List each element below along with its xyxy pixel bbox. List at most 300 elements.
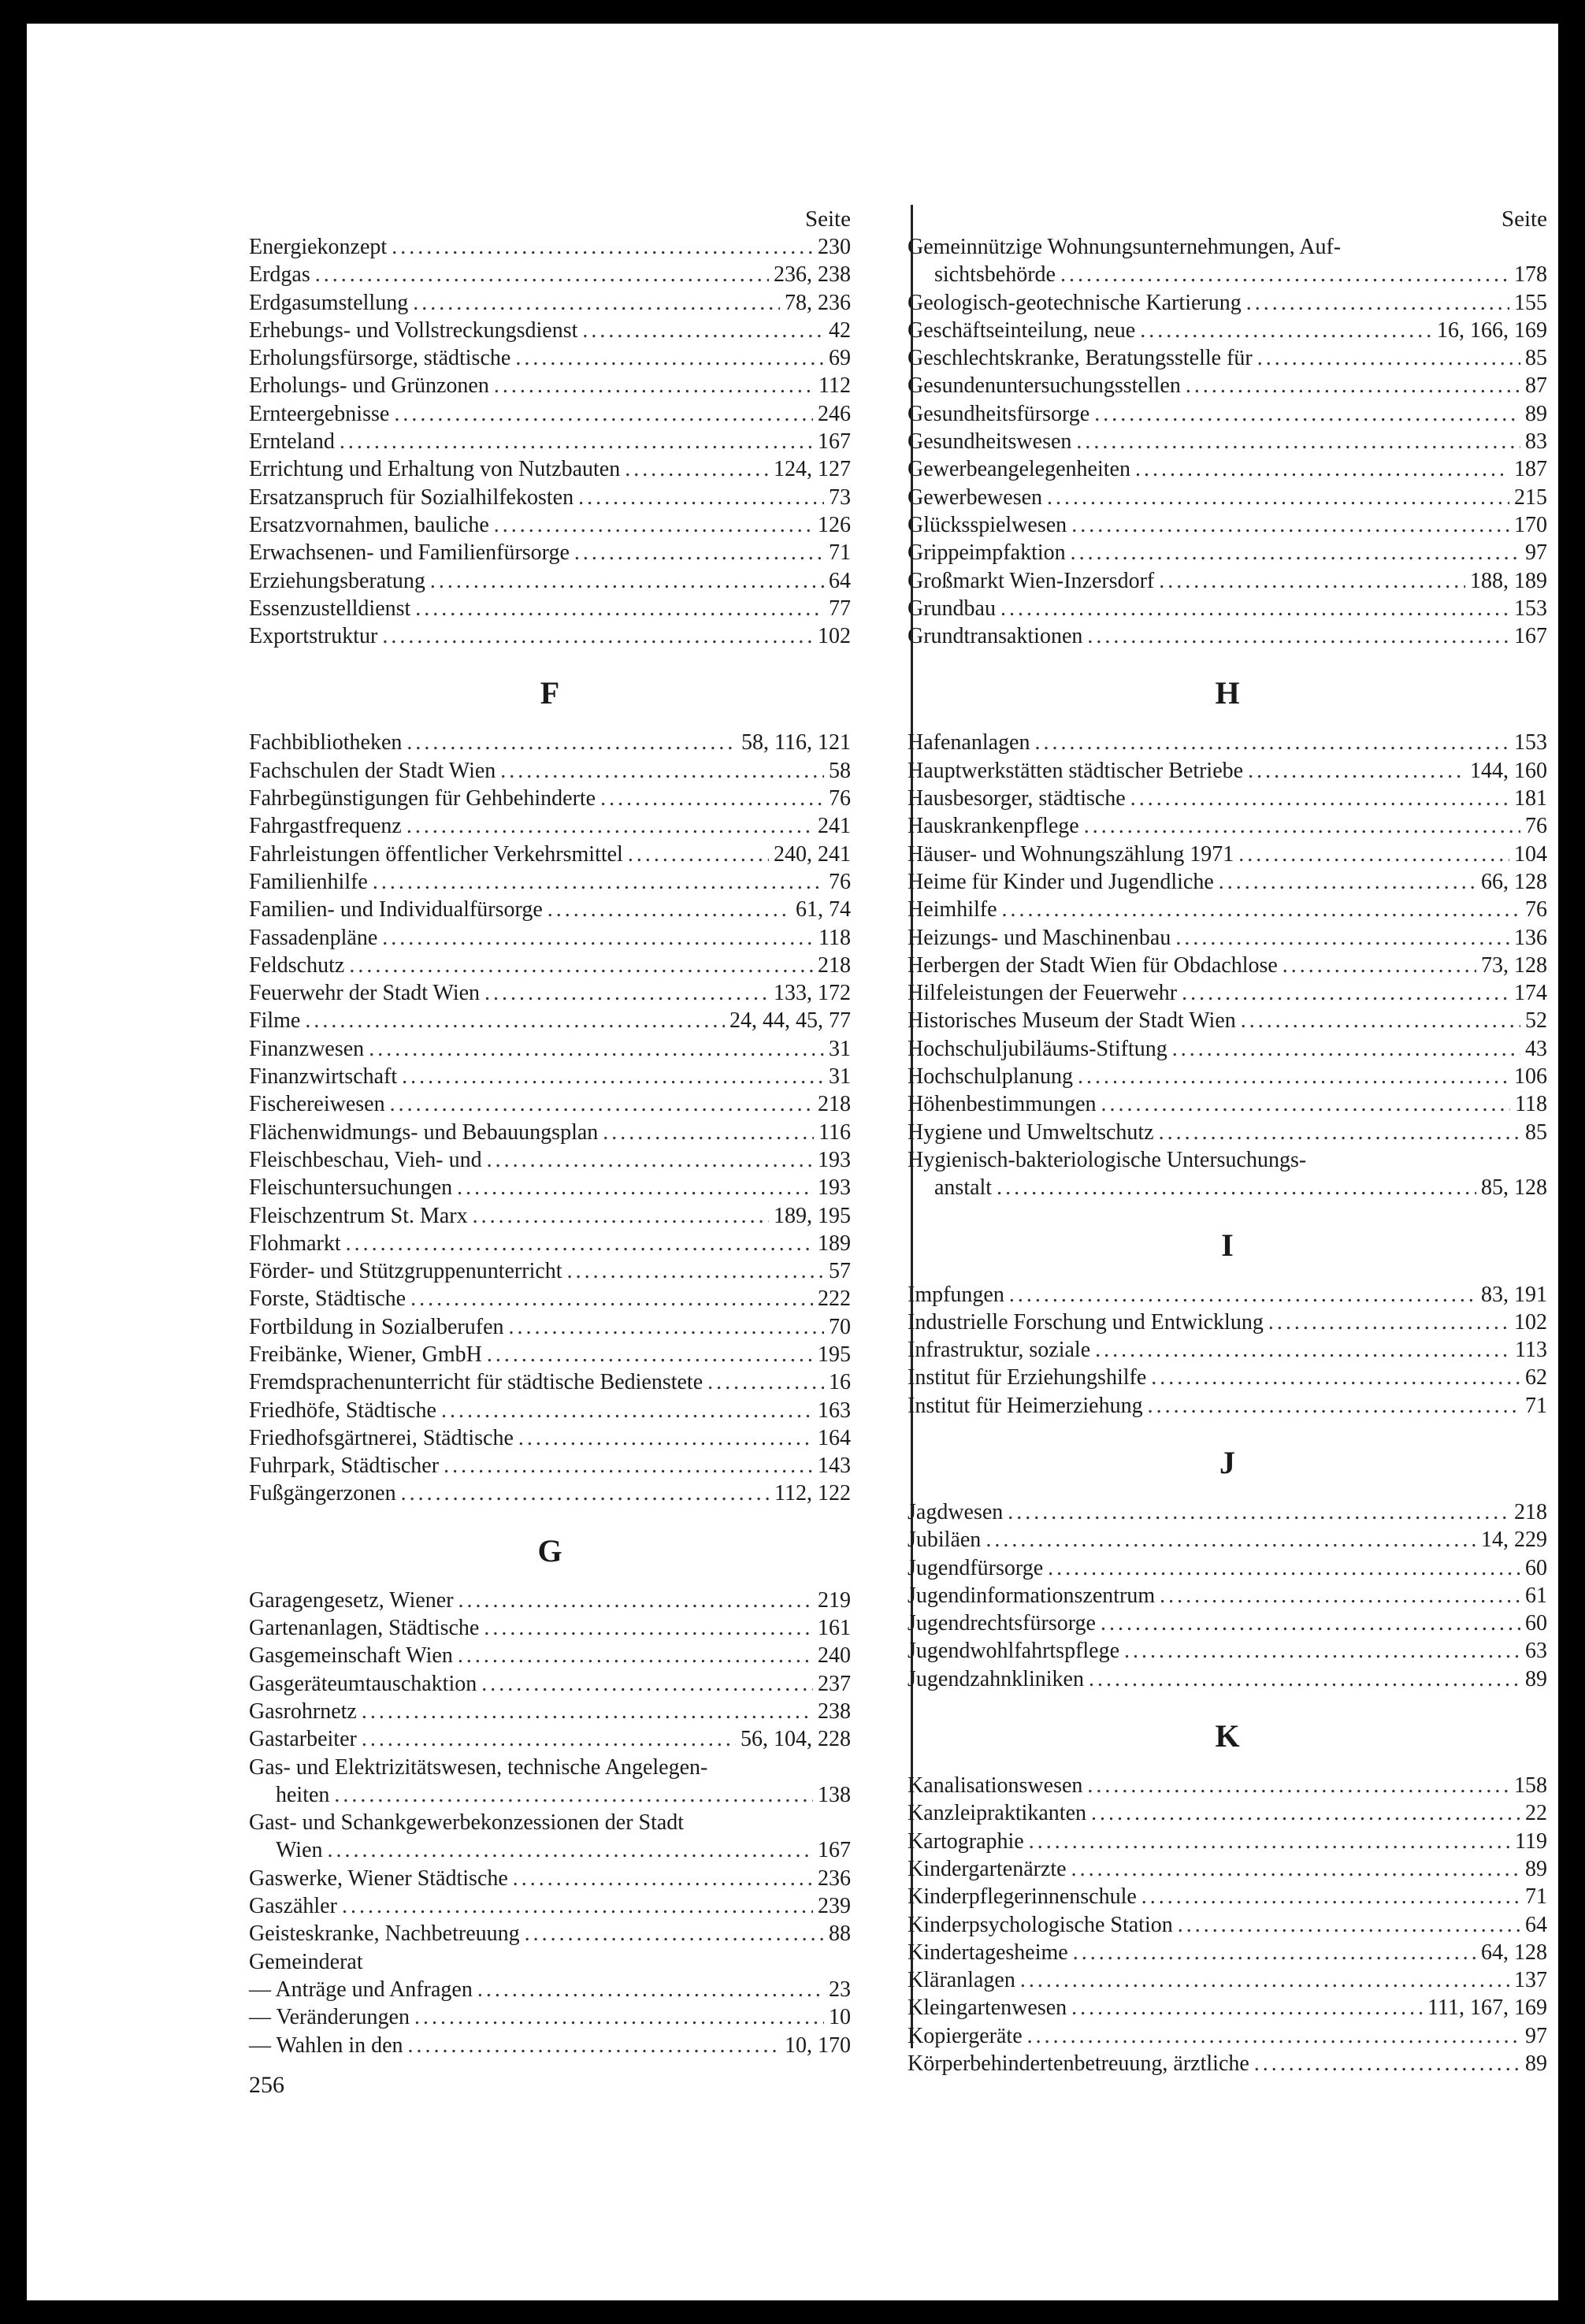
entry-pages: 89 (1525, 2051, 1547, 2077)
entry-pages: 153 (1514, 596, 1547, 621)
leader-dots (346, 1230, 813, 1257)
leader-dots (1159, 1119, 1520, 1146)
index-entry (249, 595, 851, 622)
leader-dots (1087, 622, 1509, 650)
entry-pages: 31 (829, 1036, 851, 1061)
entry-term: Freibänke, Wiener, GmbH (249, 1342, 482, 1367)
entry-term: Exportstruktur (249, 624, 378, 649)
index-entry (249, 1174, 851, 1201)
index-entry (249, 289, 851, 317)
entry-term: Jubiläen (908, 1528, 982, 1553)
index-entry (908, 484, 1547, 511)
entry-pages: 70 (829, 1314, 851, 1339)
index-entry (908, 1336, 1547, 1364)
index-entry (908, 1855, 1547, 1883)
entry-pages: 63 (1525, 1639, 1547, 1664)
index-entry (249, 1614, 851, 1642)
index-entry (249, 1230, 851, 1257)
index-entry-heading: Gemeinnützige Wohnungsunternehmungen, Auf- (908, 235, 1342, 259)
entry-term: Gaswerke, Wiener Städtische (249, 1866, 508, 1891)
index-entry (908, 289, 1547, 317)
leader-dots (362, 1725, 736, 1753)
entry-pages: 161 (818, 1616, 851, 1641)
leader-dots (1076, 428, 1520, 455)
leader-dots (1087, 1772, 1509, 1799)
leader-dots (1282, 952, 1476, 979)
index-entry (908, 757, 1547, 785)
entry-term: Heimhilfe (908, 897, 997, 923)
entry-pages: 143 (818, 1453, 851, 1479)
leader-dots (406, 812, 813, 840)
leader-dots (457, 1174, 813, 1201)
entry-term: Heime für Kinder und Jugendliche (908, 869, 1214, 894)
entry-pages: 112, 122 (774, 1481, 851, 1506)
leader-dots (481, 1670, 813, 1698)
leader-dots (1182, 979, 1509, 1007)
index-entry-heading: Hygienisch-bakteriologische Untersuchungs- (908, 1147, 1307, 1172)
entry-term: Fremdsprachenunterricht für städtische Bedienstete (249, 1370, 703, 1395)
index-entry (249, 1865, 851, 1892)
index-entry (249, 2003, 851, 2031)
index-entry (249, 317, 851, 344)
entry-term: Feuerwehr der Stadt Wien (249, 981, 481, 1006)
entry-term: Erdgasumstellung (249, 290, 409, 315)
entry-term: Familienhilfe (249, 869, 368, 894)
entry-term: Hygiene und Umweltschutz (908, 1119, 1154, 1145)
entry-pages: 16 (829, 1370, 851, 1395)
leader-dots (494, 511, 813, 539)
index-entry (908, 428, 1547, 455)
leader-dots (373, 868, 824, 896)
entry-term: Wien (276, 1838, 323, 1863)
index-entry (908, 1364, 1547, 1391)
entry-term: anstalt (934, 1175, 993, 1201)
entry-term: Kinderpsychologische Station (908, 1912, 1173, 1937)
entry-term: Essenzustelldienst (249, 596, 411, 621)
leader-dots (401, 1479, 770, 1507)
entry-pages: 118 (1515, 1092, 1547, 1117)
entry-term: Fachschulen der Stadt Wien (249, 758, 496, 783)
seite-header-left: Seite (805, 206, 851, 232)
leader-dots (1020, 1966, 1509, 1994)
index-entry (908, 952, 1547, 979)
leader-dots (328, 1836, 813, 1864)
leader-dots (414, 2003, 824, 2031)
leader-dots (362, 1698, 813, 1725)
index-entry (249, 1341, 851, 1368)
entry-pages: 71 (829, 540, 851, 566)
index-entry (249, 344, 851, 372)
entry-pages: 170 (1514, 512, 1547, 537)
index-entry (908, 1498, 1547, 1526)
entry-pages: 246 (818, 401, 851, 426)
leader-dots (1008, 1498, 1509, 1526)
entry-term: Jugendfürsorge (908, 1555, 1044, 1580)
index-entry (249, 1452, 851, 1479)
entry-term: Flohmarkt (249, 1231, 341, 1256)
entry-term: Filme (249, 1008, 301, 1034)
leader-dots (1009, 1281, 1476, 1309)
entry-pages: 69 (829, 346, 851, 371)
leader-dots (1034, 729, 1509, 756)
entry-pages: 158 (1514, 1773, 1547, 1799)
index-entry (249, 924, 851, 952)
index-entry (908, 1309, 1547, 1336)
entry-pages: 14, 229 (1481, 1528, 1547, 1553)
leader-dots (413, 289, 780, 317)
leader-dots (494, 372, 814, 399)
entry-term: Kläranlagen (908, 1968, 1015, 1993)
entry-term: Geisteskranke, Nachbetreuung (249, 1921, 520, 1947)
entry-term: Jugendrechtsfürsorge (908, 1611, 1096, 1636)
entry-term: Erholungs- und Grünzonen (249, 373, 489, 399)
entry-pages: 215 (1514, 484, 1547, 510)
index-entry (908, 2050, 1547, 2077)
entry-term: Jugendwohlfahrtspflege (908, 1639, 1120, 1664)
entry-term: Fahrbegünstigungen für Gehbehinderte (249, 786, 596, 811)
leader-dots (1246, 289, 1509, 317)
entry-pages: 97 (1525, 2023, 1547, 2048)
entry-pages: 136 (1514, 925, 1547, 950)
entry-term: Gewerbewesen (908, 484, 1043, 510)
entry-term: — Wahlen in den (249, 2033, 403, 2058)
entry-pages: 58, 116, 121 (741, 730, 851, 755)
entry-term: Friedhöfe, Städtische (249, 1398, 436, 1423)
leader-dots (315, 261, 769, 288)
index-entry (908, 1526, 1547, 1554)
leader-dots (430, 567, 824, 595)
section-letter: H (1215, 675, 1240, 711)
entry-pages: 10, 170 (785, 2033, 851, 2058)
entry-term: Gartenanlagen, Städtische (249, 1616, 480, 1641)
document-page (27, 24, 1558, 2300)
index-entry (249, 511, 851, 539)
entry-term: Erholungsfürsorge, städtische (249, 346, 511, 371)
leader-dots (1048, 1554, 1520, 1582)
entry-term: Jagdwesen (908, 1499, 1004, 1524)
leader-dots (1135, 455, 1509, 483)
index-entry (908, 729, 1547, 756)
leader-dots (1124, 1637, 1520, 1665)
leader-dots (997, 1174, 1476, 1201)
entry-pages: 240 (818, 1643, 851, 1669)
entry-term: Erwachsenen- und Familienfürsorge (249, 540, 570, 566)
entry-term: Ernteland (249, 429, 335, 455)
entry-term: Feldschutz (249, 952, 345, 978)
entry-pages: 87 (1525, 373, 1547, 399)
entry-term: Finanzwesen (249, 1036, 365, 1061)
leader-dots (1002, 896, 1520, 923)
index-column-right (908, 205, 1547, 2077)
entry-pages: 167 (818, 429, 851, 455)
entry-term: Fußgängerzonen (249, 1481, 396, 1506)
leader-dots (1186, 372, 1520, 399)
entry-pages: 124, 127 (774, 457, 851, 482)
entry-pages: 118 (818, 925, 851, 950)
entry-term: Fachbibliotheken (249, 730, 403, 755)
entry-term: Grundtransaktionen (908, 624, 1083, 649)
entry-term: Hafenanlagen (908, 730, 1030, 755)
entry-term: Kleingartenwesen (908, 1995, 1067, 2021)
leader-dots (305, 1007, 725, 1034)
index-entry (908, 1554, 1547, 1582)
leader-dots (369, 1035, 824, 1063)
index-entry (908, 344, 1547, 372)
entry-pages: 167 (818, 1838, 851, 1863)
section-letter: G (537, 1532, 562, 1569)
entry-term: Garagengesetz, Wiener (249, 1587, 454, 1613)
index-entry (908, 924, 1547, 952)
entry-pages: 78, 236 (785, 290, 851, 315)
index-entry (908, 261, 1547, 288)
leader-dots (574, 539, 824, 566)
entry-pages: 126 (818, 512, 851, 537)
index-entry (249, 1836, 851, 1864)
leader-dots (515, 344, 824, 372)
index-entry (249, 428, 851, 455)
entry-term: Fleischbeschau, Vieh- und (249, 1147, 482, 1172)
entry-term: Höhenbestimmungen (908, 1092, 1097, 1117)
entry-pages: 236, 238 (774, 262, 851, 288)
index-entry (908, 868, 1547, 896)
index-entry (249, 455, 851, 483)
leader-dots (1000, 595, 1509, 622)
index-entry (249, 1285, 851, 1312)
entry-pages: 218 (1514, 1499, 1547, 1524)
entry-term: Gasgeräteumtauschaktion (249, 1671, 477, 1696)
index-entry (908, 622, 1547, 650)
leader-dots (707, 1368, 824, 1396)
entry-pages: 76 (829, 786, 851, 811)
entry-pages: 22 (1525, 1801, 1547, 1826)
index-entry (249, 2032, 851, 2059)
leader-dots (1071, 1855, 1520, 1883)
index-entry (249, 1892, 851, 1920)
leader-dots (1254, 2050, 1520, 2077)
entry-term: sichtsbehörde (934, 262, 1056, 288)
index-entry (249, 400, 851, 428)
leader-dots (625, 455, 769, 483)
entry-pages: 71 (1525, 1393, 1547, 1418)
leader-dots (1178, 1911, 1520, 1939)
entry-term: Industrielle Forschung und Entwicklung (908, 1309, 1264, 1335)
index-entry (908, 1772, 1547, 1799)
leader-dots (410, 1285, 813, 1312)
entry-term: Hochschuljubiläums-Stiftung (908, 1036, 1167, 1061)
entry-pages: 89 (1525, 1856, 1547, 1881)
entry-pages: 106 (1514, 1064, 1547, 1090)
leader-dots (1175, 924, 1509, 952)
index-entry (908, 1939, 1547, 1966)
entry-term: Kanalisationswesen (908, 1773, 1083, 1799)
entry-term: Jugendzahnkliniken (908, 1666, 1084, 1691)
index-entry (908, 1063, 1547, 1090)
entry-term: Ersatzvornahmen, bauliche (249, 512, 489, 537)
entry-term: heiten (276, 1782, 330, 1807)
section-letter: J (1219, 1444, 1235, 1480)
entry-pages: 237 (818, 1671, 851, 1696)
entry-pages: 189 (818, 1231, 851, 1256)
index-entry (249, 952, 851, 979)
entry-term: Jugendinformationszentrum (908, 1583, 1156, 1608)
index-entry (249, 757, 851, 785)
index-entry (908, 1119, 1547, 1146)
index-entry (908, 372, 1547, 399)
leader-dots (603, 1119, 814, 1146)
entry-pages: 181 (1514, 786, 1547, 811)
entry-pages: 43 (1525, 1036, 1547, 1061)
entry-pages: 56, 104, 228 (741, 1727, 851, 1752)
entry-term: Errichtung und Erhaltung von Nutzbauten (249, 457, 621, 482)
entry-pages: 116 (818, 1119, 851, 1145)
entry-term: Häuser- und Wohnungszählung 1971 (908, 841, 1234, 867)
entry-term: Herbergen der Stadt Wien für Obdachlose (908, 952, 1278, 978)
index-entry (249, 812, 851, 840)
leader-dots (513, 1865, 813, 1892)
entry-pages: 104 (1514, 841, 1547, 867)
entry-pages: 239 (818, 1894, 851, 1919)
entry-pages: 60 (1525, 1611, 1547, 1636)
entry-pages: 155 (1514, 290, 1547, 315)
entry-term: Kindergartenärzte (908, 1856, 1067, 1881)
entry-term: Hochschulplanung (908, 1064, 1073, 1090)
entry-term: — Veränderungen (249, 2005, 410, 2030)
entry-pages: 113 (1515, 1338, 1547, 1363)
leader-dots (500, 757, 824, 785)
entry-pages: 64, 128 (1481, 1940, 1547, 1965)
index-entry (908, 896, 1547, 923)
entry-pages: 195 (818, 1342, 851, 1367)
entry-pages: 164 (818, 1425, 851, 1450)
index-entry (908, 511, 1547, 539)
entry-term: Fleischzentrum St. Marx (249, 1203, 468, 1228)
entry-term: Fuhrpark, Städtischer (249, 1453, 440, 1479)
entry-term: Geschäftseinteilung, neue (908, 317, 1136, 343)
entry-pages: 178 (1514, 262, 1547, 288)
index-entry-heading: Gas- und Elektrizitätswesen, technische Angelegen- (249, 1754, 708, 1780)
entry-pages: 58 (829, 758, 851, 783)
entry-term: Kartographie (908, 1828, 1024, 1854)
index-entry (249, 372, 851, 399)
entry-pages: 76 (1525, 897, 1547, 923)
seite-header-right: Seite (1501, 206, 1547, 232)
entry-pages: 153 (1514, 730, 1547, 755)
entry-pages: 240, 241 (774, 841, 851, 867)
entry-term: Geologisch-geotechnische Kartierung (908, 290, 1242, 315)
entry-pages: 23 (829, 1977, 851, 2002)
entry-term: Impfungen (908, 1282, 1004, 1307)
leader-dots (1148, 1392, 1520, 1420)
entry-pages: 174 (1514, 981, 1547, 1006)
leader-dots (484, 979, 769, 1007)
leader-dots (441, 1397, 813, 1424)
index-entry (249, 1920, 851, 1947)
entry-term: Förder- und Stützgruppenunterricht (249, 1259, 562, 1284)
index-entry (249, 1063, 851, 1090)
entry-pages: 236 (818, 1866, 851, 1891)
entry-pages: 89 (1525, 1666, 1547, 1691)
section-letter: I (1221, 1227, 1234, 1263)
index-entry (249, 1007, 851, 1034)
leader-dots (390, 1090, 813, 1118)
entry-term: Fahrgastfrequenz (249, 814, 402, 839)
entry-term: Heizungs- und Maschinenbau (908, 925, 1171, 950)
leader-dots (1071, 539, 1520, 566)
leader-dots (1071, 1994, 1423, 2021)
leader-dots (1047, 484, 1509, 511)
leader-dots (582, 317, 824, 344)
index-entry (249, 1257, 851, 1285)
leader-dots (1089, 1665, 1520, 1693)
entry-term: Gasgemeinschaft Wien (249, 1643, 453, 1669)
entry-pages: 219 (818, 1587, 851, 1613)
index-entry (908, 1799, 1547, 1827)
entry-pages: 89 (1525, 401, 1547, 426)
entry-term: Geschlechtskranke, Beratungsstelle für (908, 346, 1253, 371)
entry-term: Kinderpflegerinnenschule (908, 1884, 1137, 1910)
index-entry (908, 1911, 1547, 1939)
index-entry (908, 979, 1547, 1007)
leader-dots (1268, 1309, 1509, 1336)
leader-dots (340, 428, 813, 455)
entry-term: Gaszähler (249, 1894, 337, 1919)
leader-dots (1029, 1828, 1510, 1855)
entry-term: Flächenwidmungs- und Bebauungsplan (249, 1119, 599, 1145)
entry-term: Glücksspielwesen (908, 512, 1067, 537)
entry-pages: 61 (1525, 1583, 1547, 1608)
entry-pages: 85 (1525, 1119, 1547, 1145)
entry-term: Friedhofsgärtnerei, Städtische (249, 1425, 514, 1450)
entry-pages: 77 (829, 596, 851, 621)
entry-pages: 76 (1525, 814, 1547, 839)
section-letter: F (540, 675, 560, 711)
entry-term: Hauskrankenpflege (908, 814, 1079, 839)
entry-pages: 238 (818, 1698, 851, 1724)
entry-term: Forste, Städtische (249, 1286, 406, 1312)
leader-dots (1091, 1799, 1520, 1827)
index-entry (249, 1368, 851, 1396)
index-entry (908, 1637, 1547, 1665)
entry-pages: 188, 189 (1470, 568, 1547, 593)
index-entry (908, 1883, 1547, 1910)
entry-pages: 97 (1525, 540, 1547, 566)
section-letter: K (1215, 1718, 1240, 1754)
entry-term: Erdgas (249, 262, 310, 288)
index-entry (249, 233, 851, 261)
entry-term: Gesundheitsfürsorge (908, 401, 1090, 426)
leader-dots (1241, 1007, 1520, 1034)
entry-pages: 119 (1515, 1828, 1547, 1854)
entry-pages: 137 (1514, 1968, 1547, 1993)
entry-pages: 218 (818, 952, 851, 978)
entry-pages: 10 (829, 2005, 851, 2030)
entry-pages: 193 (818, 1175, 851, 1201)
entry-pages: 66, 128 (1481, 869, 1547, 894)
entry-pages: 88 (829, 1921, 851, 1947)
leader-dots (444, 1452, 813, 1479)
entry-term: Gasrohrnetz (249, 1698, 357, 1724)
entry-term: Kanzleipraktikanten (908, 1801, 1087, 1826)
entry-pages: 71 (1525, 1884, 1547, 1910)
leader-dots (1140, 317, 1432, 344)
entry-pages: 24, 44, 45, 77 (729, 1008, 851, 1034)
entry-term: Kindertagesheime (908, 1940, 1068, 1965)
entry-term: Hilfeleistungen der Feuerwehr (908, 981, 1178, 1006)
entry-term: Historisches Museum der Stadt Wien (908, 1008, 1236, 1034)
index-entry (249, 1976, 851, 2003)
entry-term: Fassadenpläne (249, 925, 378, 950)
index-entry-heading: Gast- und Schankgewerbekonzessionen der Stadt (249, 1810, 685, 1836)
